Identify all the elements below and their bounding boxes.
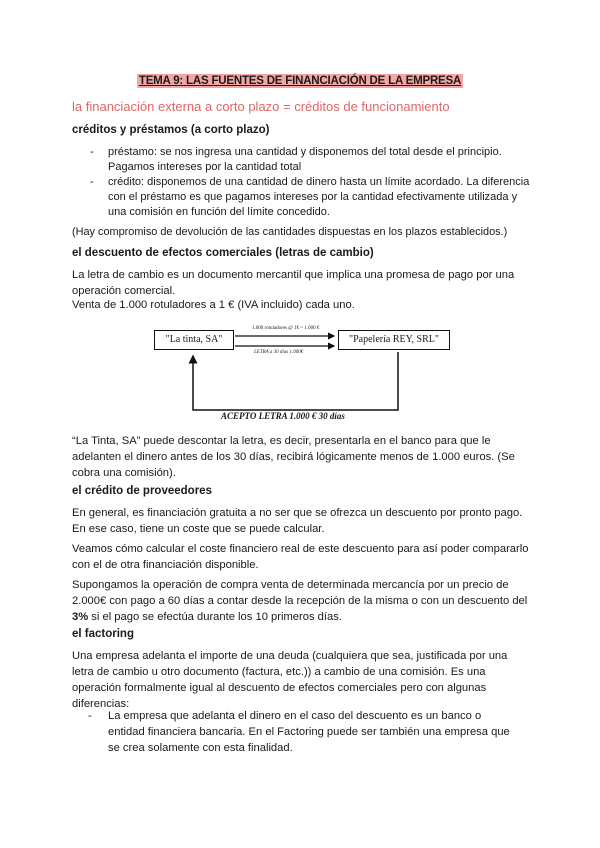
section-subtitle: la financiación externa a corto plazo = créditos de funcionamiento [72, 99, 450, 114]
heading-creditos-prestamos: créditos y préstamos (a corto plazo) [72, 124, 270, 136]
heading-descuento-efectos: el descuento de efectos comerciales (letras de cambio) [72, 247, 374, 259]
paragraph-coste-financiero: Veamos cómo calcular el coste financiero real de este descuento para así poder compararlo con el de otra financiación disponible. [72, 543, 529, 571]
heading-factoring: el factoring [72, 628, 134, 640]
paragraph-financiacion-gratuita: En general, es financiación gratuita a no ser que se ofrezca un descuento por pronto pago. En ese caso, tiene un coste que se puede calcular. [72, 507, 523, 535]
label-letra-30-dias: LETRA a 30 días 1.000€ [254, 350, 304, 355]
box-la-tinta: "La tinta, SA" [154, 330, 234, 350]
paragraph-operacion-compra: Supongamos la operación de compra venta de determinada mercancía por un precio de 2.000€ con pago a 60 días a contar desde la recepción de la misma o con un descuento del 3% si el pago se efectúa durante los 10 primeros días. [72, 579, 528, 623]
letra-cambio-diagram [148, 322, 468, 426]
paragraph-factoring: Una empresa adelanta el importe de una deuda (cualquiera que sea, justificada por una letra de cambio u otro documento (factura, etc.)) a cambio de una comisión. Es una operación formalmente igual al descuento de efectos comerciales pero con algunas diferencias: [72, 650, 508, 710]
paragraph-venta: Venta de 1.000 rotuladores a 1 € (IVA incluido) cada uno. [72, 299, 355, 311]
paragraph-letra-cambio: La letra de cambio es un documento mercantil que implica una promesa de pago por una operación comercial. [72, 269, 515, 297]
box-papeleria-rey: "Papelería REY, SRL" [338, 330, 450, 350]
label-rotuladores: 1.000 rotuladores @ 1€ = 1.000 € [252, 326, 320, 331]
list-item-credito: - crédito: disponemos de una cantidad de dinero hasta un límite acordado. La diferencia con el préstamo es que pagamos intereses por la cantidad efectivamente utilizada y una comisión en función del límite concedido. [90, 176, 530, 218]
label-acepto-letra: ACEPTO LETRA 1.000 € 30 días [221, 411, 345, 421]
arrow-return [193, 352, 398, 410]
document-title: TEMA 9: LAS FUENTES DE FINANCIACIÓN DE LA EMPRESA [138, 75, 462, 87]
heading-credito-proveedores: el crédito de proveedores [72, 485, 212, 497]
note-compromiso: (Hay compromiso de devolución de las cantidades dispuestas en los plazos establecidos.) [72, 226, 508, 238]
list-item-prestamo: - préstamo: se nos ingresa una cantidad y disponemos del total desde el principio. Pagamos intereses por la cantidad total [90, 146, 502, 173]
paragraph-descontar-letra: “La Tinta, SA” puede descontar la letra, es decir, presentarla en el banco para que le adelanten el dinero antes de los 30 días, recibirá lógicamente menos de 1.000 euros. (Se cobra una comisión). [72, 435, 515, 479]
list-item-factoring-diferencia: - La empresa que adelanta el dinero en el caso del descuento es un banco o entidad financiera bancaria. En el Factoring puede ser también una empresa que se crea solamente con esta finalidad. [88, 710, 510, 754]
